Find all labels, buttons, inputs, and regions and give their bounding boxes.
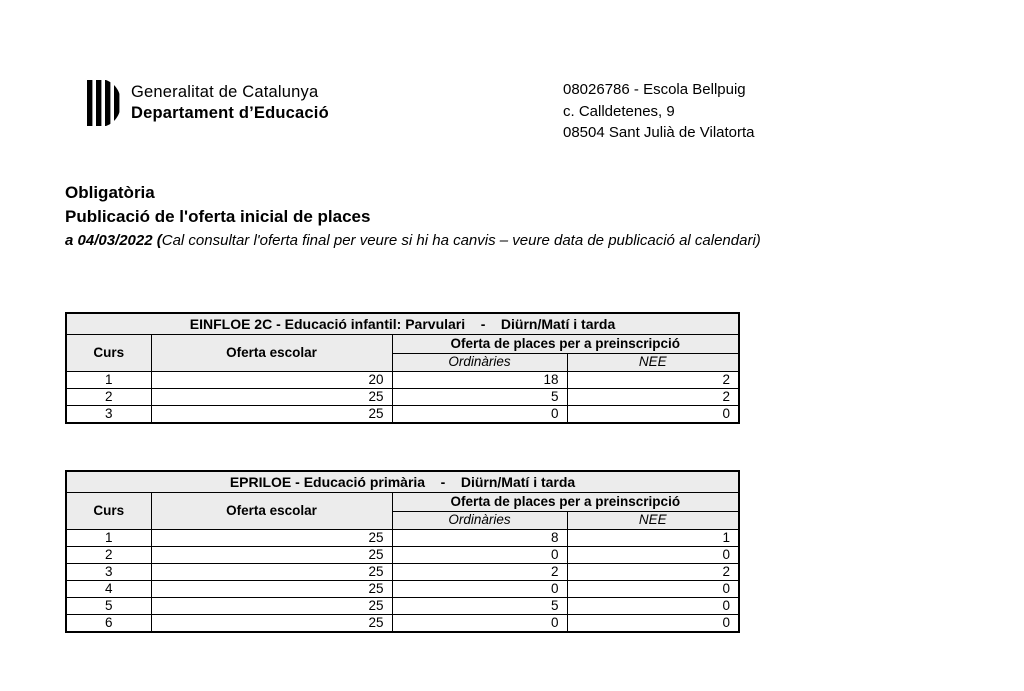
col-header-curs: Curs [66, 334, 151, 371]
ordinaries-cell: 0 [392, 405, 567, 423]
col-header-nee: NEE [567, 511, 739, 529]
department-name: Departament d’Educació [131, 104, 329, 122]
oferta-cell: 25 [151, 563, 392, 580]
table-row [66, 597, 739, 614]
ordinaries-cell: 0 [392, 546, 567, 563]
table-row [66, 614, 739, 632]
oferta-cell: 25 [151, 529, 392, 546]
curs-cell: 5 [66, 597, 151, 614]
table-title: EPRILOE - Educació primària - Diürn/Matí i tarda [66, 471, 739, 492]
col-header-curs: Curs [66, 492, 151, 529]
ordinaries-cell: 0 [392, 580, 567, 597]
col-header-ordinaries: Ordinàries [392, 511, 567, 529]
nee-cell: 2 [567, 371, 739, 388]
curs-cell: 3 [66, 563, 151, 580]
school-city: 08504 Sant Julià de Vilatorta [563, 124, 755, 141]
curs-cell: 2 [66, 388, 151, 405]
ordinaries-cell: 0 [392, 614, 567, 632]
ordinaries-cell: 5 [392, 388, 567, 405]
oferta-cell: 25 [151, 597, 392, 614]
obligatoria-title: Obligatòria [65, 183, 155, 202]
oferta-cell: 25 [151, 614, 392, 632]
date-note-prefix: a 04/03/2022 ( [65, 232, 162, 249]
curs-cell: 4 [66, 580, 151, 597]
table-row [66, 546, 739, 563]
nee-cell: 2 [567, 388, 739, 405]
table-row [66, 388, 739, 405]
org-text-block [131, 82, 329, 124]
page-title: Publicació de l'oferta inicial de places [65, 207, 371, 226]
nee-cell: 0 [567, 546, 739, 563]
nee-cell: 2 [567, 563, 739, 580]
oferta-cell: 25 [151, 405, 392, 423]
curs-cell: 1 [66, 529, 151, 546]
table-row [66, 563, 739, 580]
oferta-cell: 25 [151, 546, 392, 563]
curs-cell: 6 [66, 614, 151, 632]
ordinaries-cell: 8 [392, 529, 567, 546]
nee-cell: 1 [567, 529, 739, 546]
col-header-nee: NEE [567, 353, 739, 371]
curs-cell: 2 [66, 546, 151, 563]
school-code-name: 08026786 - Escola Bellpuig [563, 81, 746, 98]
titles-block [65, 181, 761, 252]
col-header-ordinaries: Ordinàries [392, 353, 567, 371]
ordinaries-cell: 2 [392, 563, 567, 580]
col-header-oferta-escolar: Oferta escolar [151, 334, 392, 371]
table-row [66, 580, 739, 597]
col-header-preinscripcio: Oferta de places per a preinscripció [392, 492, 739, 511]
table-row [66, 371, 739, 388]
nee-cell: 0 [567, 614, 739, 632]
table-row [66, 405, 739, 423]
oferta-cell: 25 [151, 388, 392, 405]
nee-cell: 0 [567, 405, 739, 423]
school-street: c. Calldetenes, 9 [563, 102, 675, 120]
col-header-preinscripcio: Oferta de places per a preinscripció [392, 334, 739, 353]
ordinaries-cell: 5 [392, 597, 567, 614]
table-einfloe [65, 312, 740, 424]
org-name: Generalitat de Catalunya [131, 83, 319, 101]
nee-cell: 0 [567, 597, 739, 614]
col-header-oferta-escolar: Oferta escolar [151, 492, 392, 529]
oferta-cell: 20 [151, 371, 392, 388]
generalitat-senyera-icon [85, 80, 122, 126]
nee-cell: 0 [567, 580, 739, 597]
curs-cell: 1 [66, 371, 151, 388]
oferta-cell: 25 [151, 580, 392, 597]
ordinaries-cell: 18 [392, 371, 567, 388]
table-title: EINFLOE 2C - Educació infantil: Parvulari - Diürn/Matí i tarda [66, 313, 739, 334]
school-address-block [563, 79, 755, 144]
date-note [65, 230, 761, 252]
table-eprilo [65, 470, 740, 633]
table-row [66, 529, 739, 546]
generalitat-logo-block [85, 80, 329, 126]
curs-cell: 3 [66, 405, 151, 423]
date-note-text: Cal consultar l'oferta final per veure si hi ha canvis – veure data de publicació al calendari) [161, 232, 761, 249]
